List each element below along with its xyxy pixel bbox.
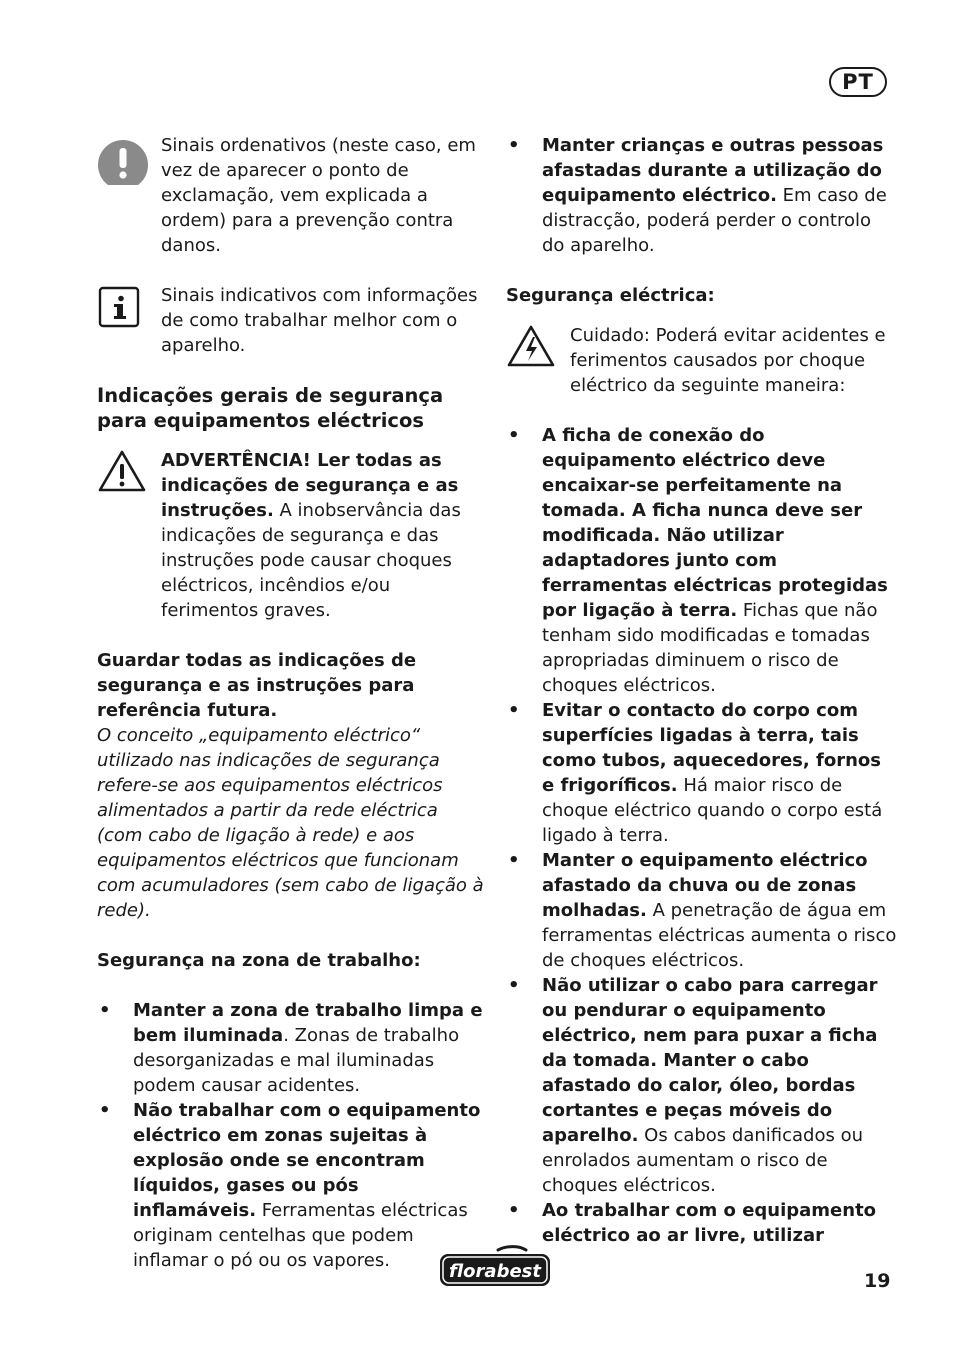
warning-rest: A inobservância das indicações de segurança e das instruções pode causar choques eléctricos, incêndios e/ou ferimentos graves. <box>161 500 461 621</box>
left-column <box>97 133 487 1273</box>
info-symbol-row <box>97 283 487 358</box>
language-badge: PT <box>829 67 887 97</box>
warning-row <box>97 448 487 623</box>
page-number: 19 <box>864 1270 891 1292</box>
right-column <box>506 133 898 1248</box>
warning-text <box>161 448 487 623</box>
list-item: • Evitar o contacto do corpo com superfícies ligadas à terra, tais como tubos, aquecedores, fornos e frigoríficos. Há maior risco de choque eléctrico quando o corpo está ligado à terra. <box>508 700 883 846</box>
caution-text: Cuidado: Poderá evitar acidentes e ferimentos causados por choque eléctrico da seguinte maneira: <box>570 325 886 396</box>
mandatory-symbol-row <box>97 133 487 258</box>
work-area-list <box>97 998 487 1273</box>
list-item: • Manter a zona de trabalho limpa e bem iluminada. Zonas de trabalho desorganizadas e mal iluminadas podem causar acidentes. <box>99 1000 483 1096</box>
exclamation-circle-icon <box>97 133 161 258</box>
list-item: • Não utilizar o cabo para carregar ou pendurar o equipamento eléctrico, nem para puxar a ficha da tomada. Manter o cabo afastado do calor, óleo, bordas cortantes e peças móveis do aparelho. Os cabos danificados ou enrolados aumentam o risco de choques eléctricos. <box>508 975 878 1196</box>
electrical-safety-list <box>506 423 898 1248</box>
list-item: • Manter o equipamento eléctrico afastado da chuva ou de zonas molhadas. A penetração de água em ferramentas eléctricas aumenta o risco de choques eléctricos. <box>508 850 897 971</box>
general-safety-heading: Indicações gerais de segurança para equipamentos eléctricos <box>97 384 444 432</box>
keep-instructions-heading: Guardar todas as indicações de segurança e as instruções para referência futura. <box>97 650 417 721</box>
caution-row <box>506 323 898 398</box>
list-item: • A ficha de conexão do equipamento eléctrico deve encaixar-se perfeitamente na tomada. A ficha nunca deve ser modificada. Não utilizar adaptadores junto com ferramentas eléctricas protegidas por ligação à terra. Fichas que não tenham sido modificadas e tomadas apropriadas diminuem o risco de choques eléctricos. <box>508 425 888 696</box>
warning-bold: ADVERTÊNCIA! Ler todas as indicações de segurança e as instruções. <box>161 450 459 521</box>
info-symbol-text: Sinais indicativos com informações de como trabalhar melhor com o aparelho. <box>161 285 478 356</box>
mandatory-symbol-text: Sinais ordenativos (neste caso, em vez de aparecer o ponto de exclamação, vem explicada a ordem) para a prevenção contra danos. <box>161 135 476 256</box>
info-icon <box>97 283 161 358</box>
list-item: • Não trabalhar com o equipamento eléctrico em zonas sujeitas à explosão onde se encontram líquidos, gases ou pós inflamáveis. Ferramentas eléctricas originam centelhas que podem inflamar o pó ou os vapores. <box>99 1100 481 1271</box>
florabest-logo <box>438 1244 552 1294</box>
warning-triangle-icon <box>97 448 161 623</box>
definition-note: O conceito „equipamento eléctrico“ utilizado nas indicações de segurança refere-se aos equipamentos eléctricos alimentados a partir da rede eléctrica (com cabo de ligação à rede) e aos equipamentos eléctricos que funcionam com acumuladores (sem cabo de ligação à rede). <box>97 725 484 921</box>
work-area-heading: Segurança na zona de trabalho: <box>97 950 421 971</box>
children-list <box>506 133 898 258</box>
logo-wordmark: florabest <box>449 1261 541 1282</box>
electric-shock-warning-icon <box>506 323 570 398</box>
list-item: • Manter crianças e outras pessoas afastadas durante a utilização do equipamento eléctrico. Em caso de distracção, poderá perder o controlo do aparelho. <box>508 135 887 256</box>
list-item: • Ao trabalhar com o equipamento eléctrico ao ar livre, utilizar <box>508 1200 877 1246</box>
electrical-safety-heading: Segurança eléctrica: <box>506 285 715 306</box>
